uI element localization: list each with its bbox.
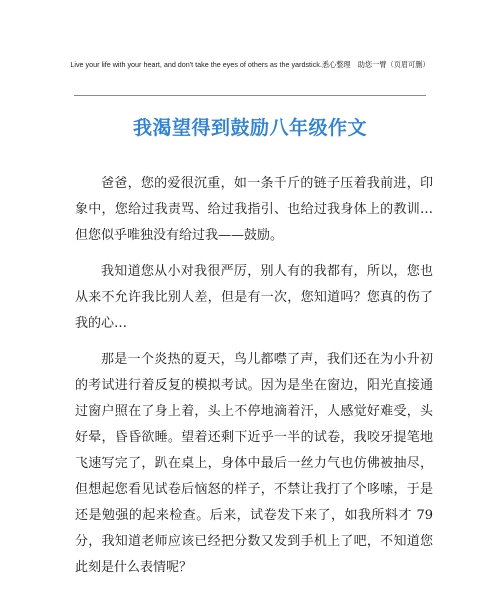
paragraph-3: 那是一个炎热的夏天，鸟儿都噤了声，我们还在为小升初的考试进行着反复的模拟考试。因为是坐在窗边，阳光直接通过窗户照在了身上着，头上不停地滴着汗，人感觉好难受，头好晕，昏昏欲睡。望着还剩下近乎一半的试卷，我咬牙提笔地飞速写完了，趴在桌上，身体中最后一丝力气也仿佛被抽尽，但想起您看见试卷后恼怒的样子，不禁让我打了个哆嗦，于是还是勉强的起来检查。后来，试卷发下来了，如我所料才 79 分，我知道老师应该已经把分数又发到手机上了吧，不知道您此刻是什么表情呢？ bbox=[75, 352, 433, 575]
header-divider bbox=[74, 95, 426, 96]
document-body bbox=[75, 171, 433, 591]
document-title: 我渴望得到鼓励八年级作文 bbox=[132, 117, 367, 139]
paragraph-1: 爸爸，您的爱很沉重，如一条千斤的链子压着我前进，印象中，您给过我责骂、给过我指引、也给过我身体上的教训…但您似乎唯独没有给过我——鼓励。 bbox=[75, 176, 433, 243]
paragraph-2: 我知道您从小对我很严厉，别人有的我都有，所以，您也从来不允许我比别人差，但是有一次，您知道吗？您真的伤了我的心… bbox=[75, 264, 433, 331]
page-header: Live your life with your heart, and don't take the eyes of others as the yardstick.悉心整理 助您一臂（页眉可删） bbox=[70, 60, 430, 69]
